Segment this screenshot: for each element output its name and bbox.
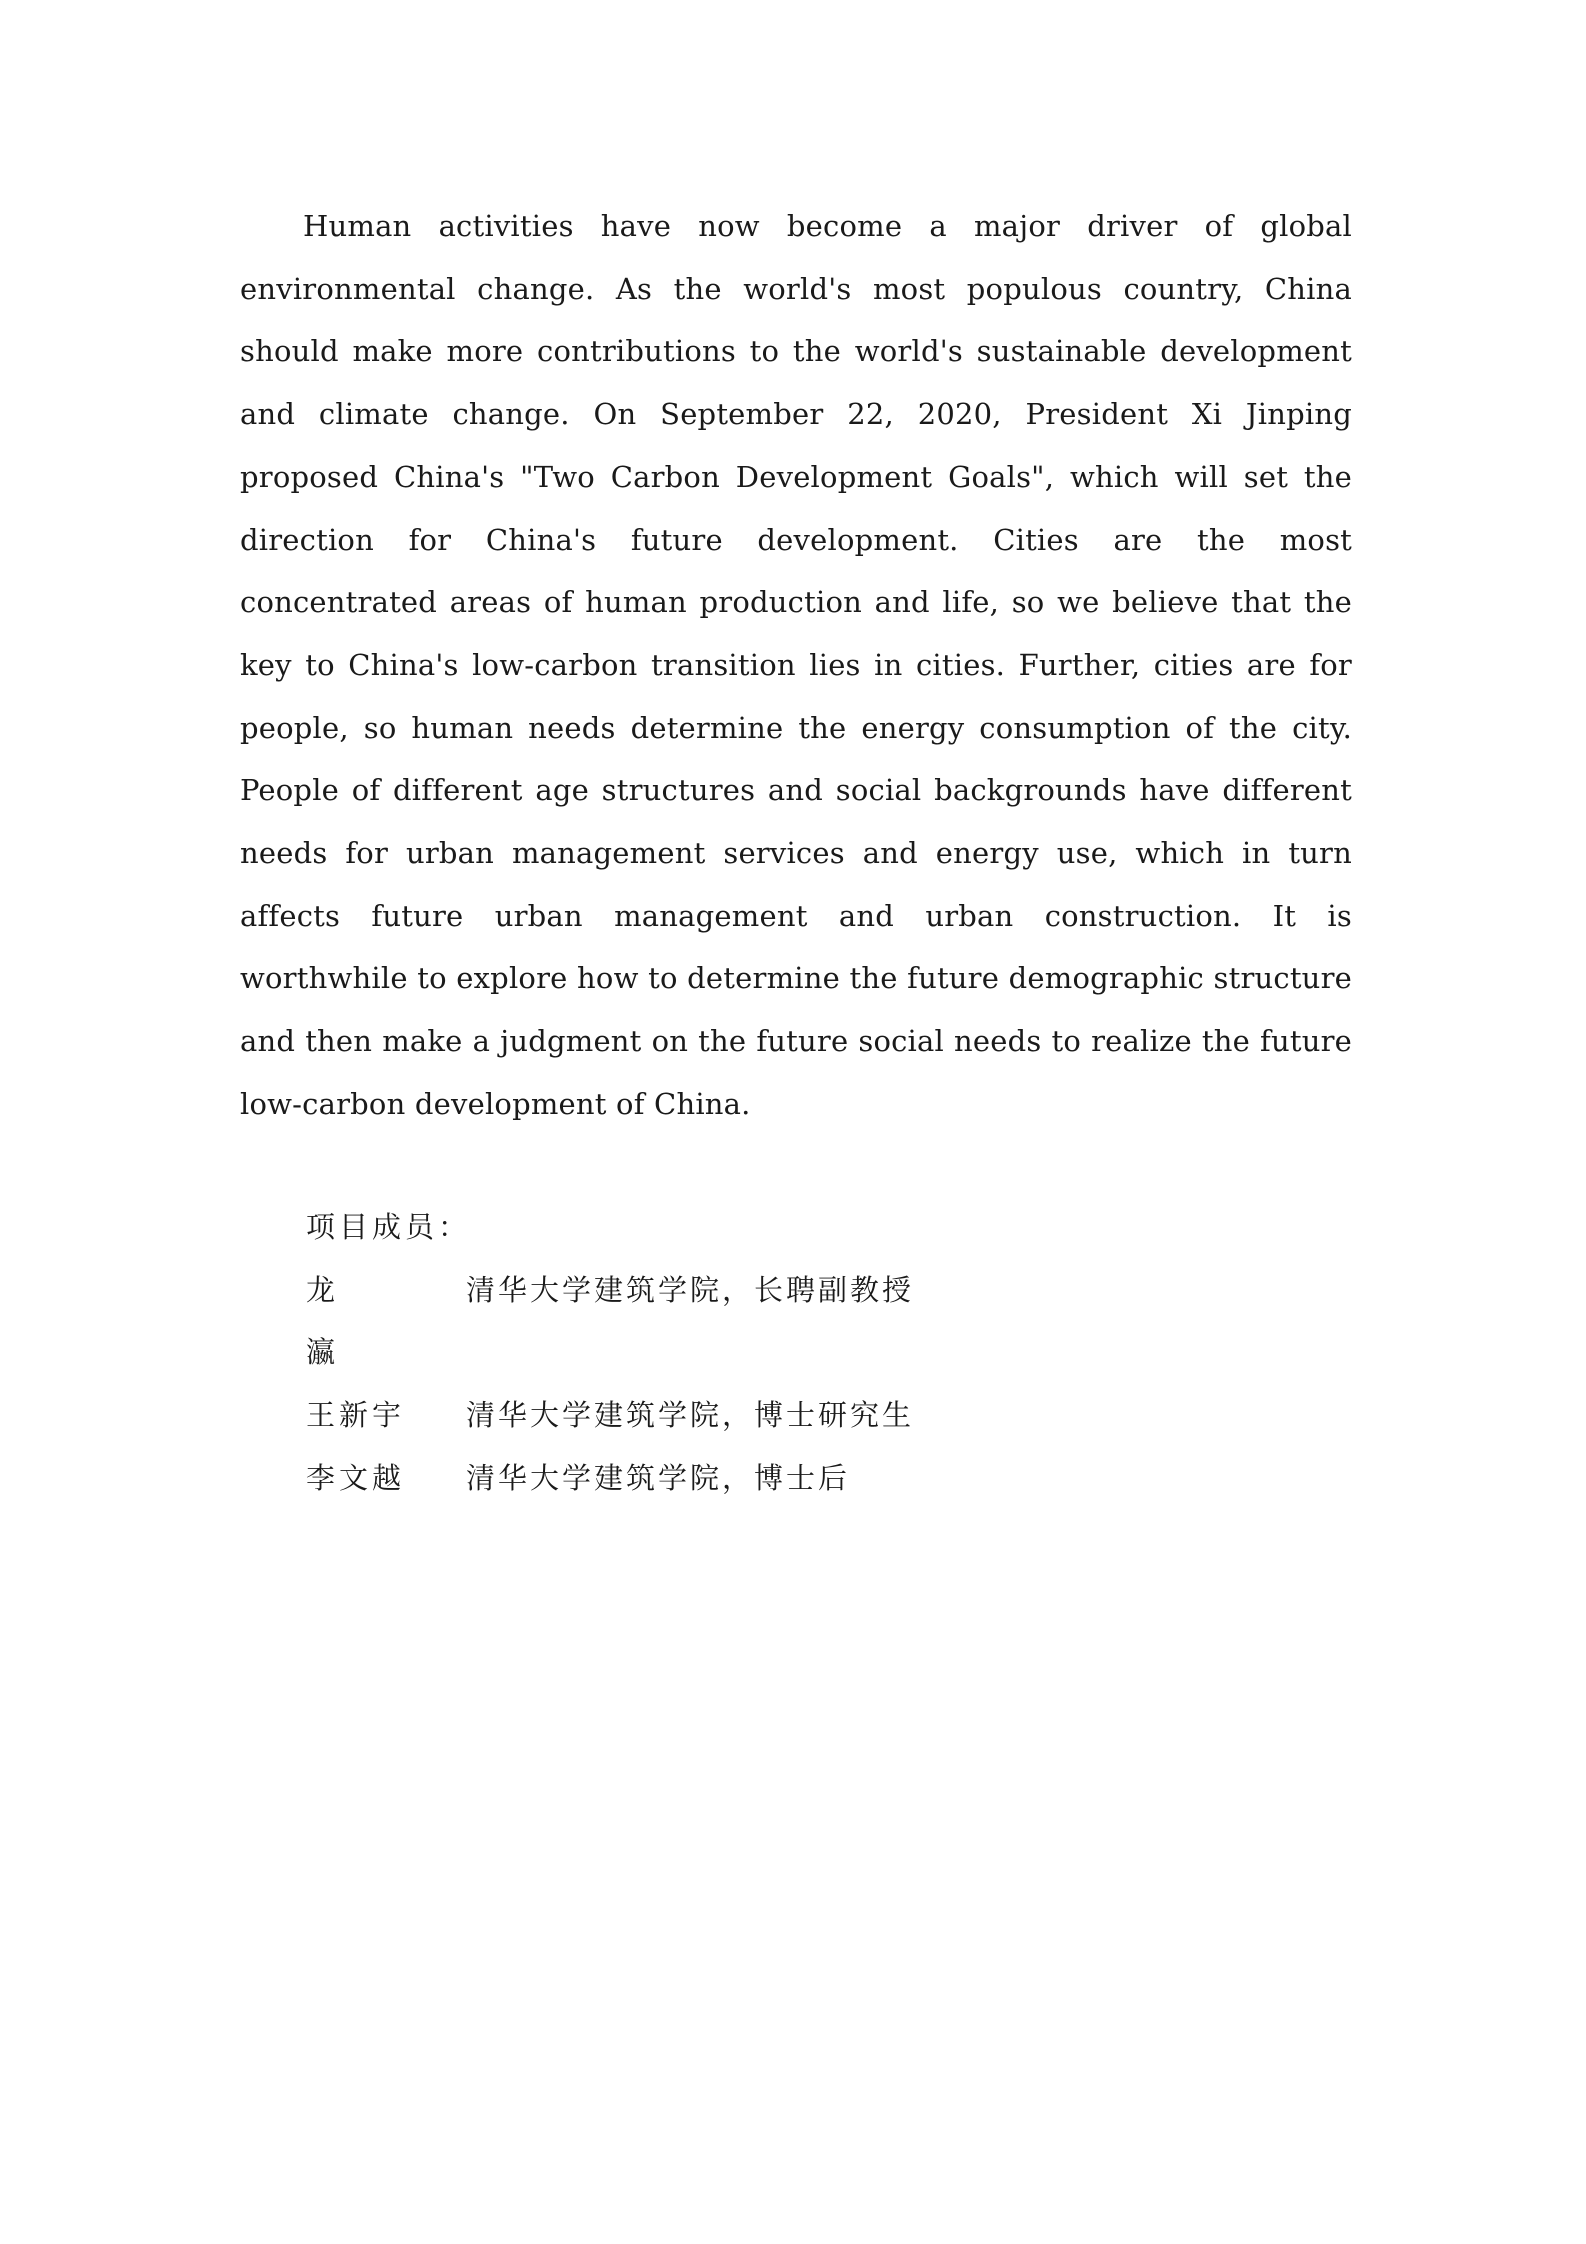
member-name: 龙 瀛	[306, 1272, 372, 1370]
member-affiliation: 清华大学建筑学院，长聘副教授	[466, 1272, 915, 1307]
member-row	[306, 1447, 914, 1510]
member-name: 李文越	[306, 1460, 406, 1495]
member-affiliation: 清华大学建筑学院，博士后	[466, 1460, 851, 1495]
member-name: 王新宇	[306, 1398, 406, 1433]
member-affiliation: 清华大学建筑学院，博士研究生	[466, 1398, 915, 1433]
project-members	[306, 1196, 914, 1510]
member-row	[306, 1384, 914, 1447]
members-heading: 项目成员：	[306, 1210, 472, 1244]
member-row	[306, 1259, 914, 1384]
abstract-paragraph: Human activities have now become a major driver of global environmental change. As the world's most populous country, China should make more contributions to the world's sustainable development and climate change. On September 22, 2020, President Xi Jinping proposed China's "Two Carbon Development Goals", which will set the direction for China's future development. Cities are the most concentrated areas of human production and life, so we believe that the key to China's low-carbon transition lies in cities. Further, cities are for people, so human needs determine the energy consumption of the city. People of different age structures and social backgrounds have different needs for urban management services and energy use, which in turn affects future urban management and urban construction. It is worthwhile to explore how to determine the future demographic structure and then make a judgment on the future social needs to realize the future low-carbon development of China.	[240, 209, 1352, 1121]
